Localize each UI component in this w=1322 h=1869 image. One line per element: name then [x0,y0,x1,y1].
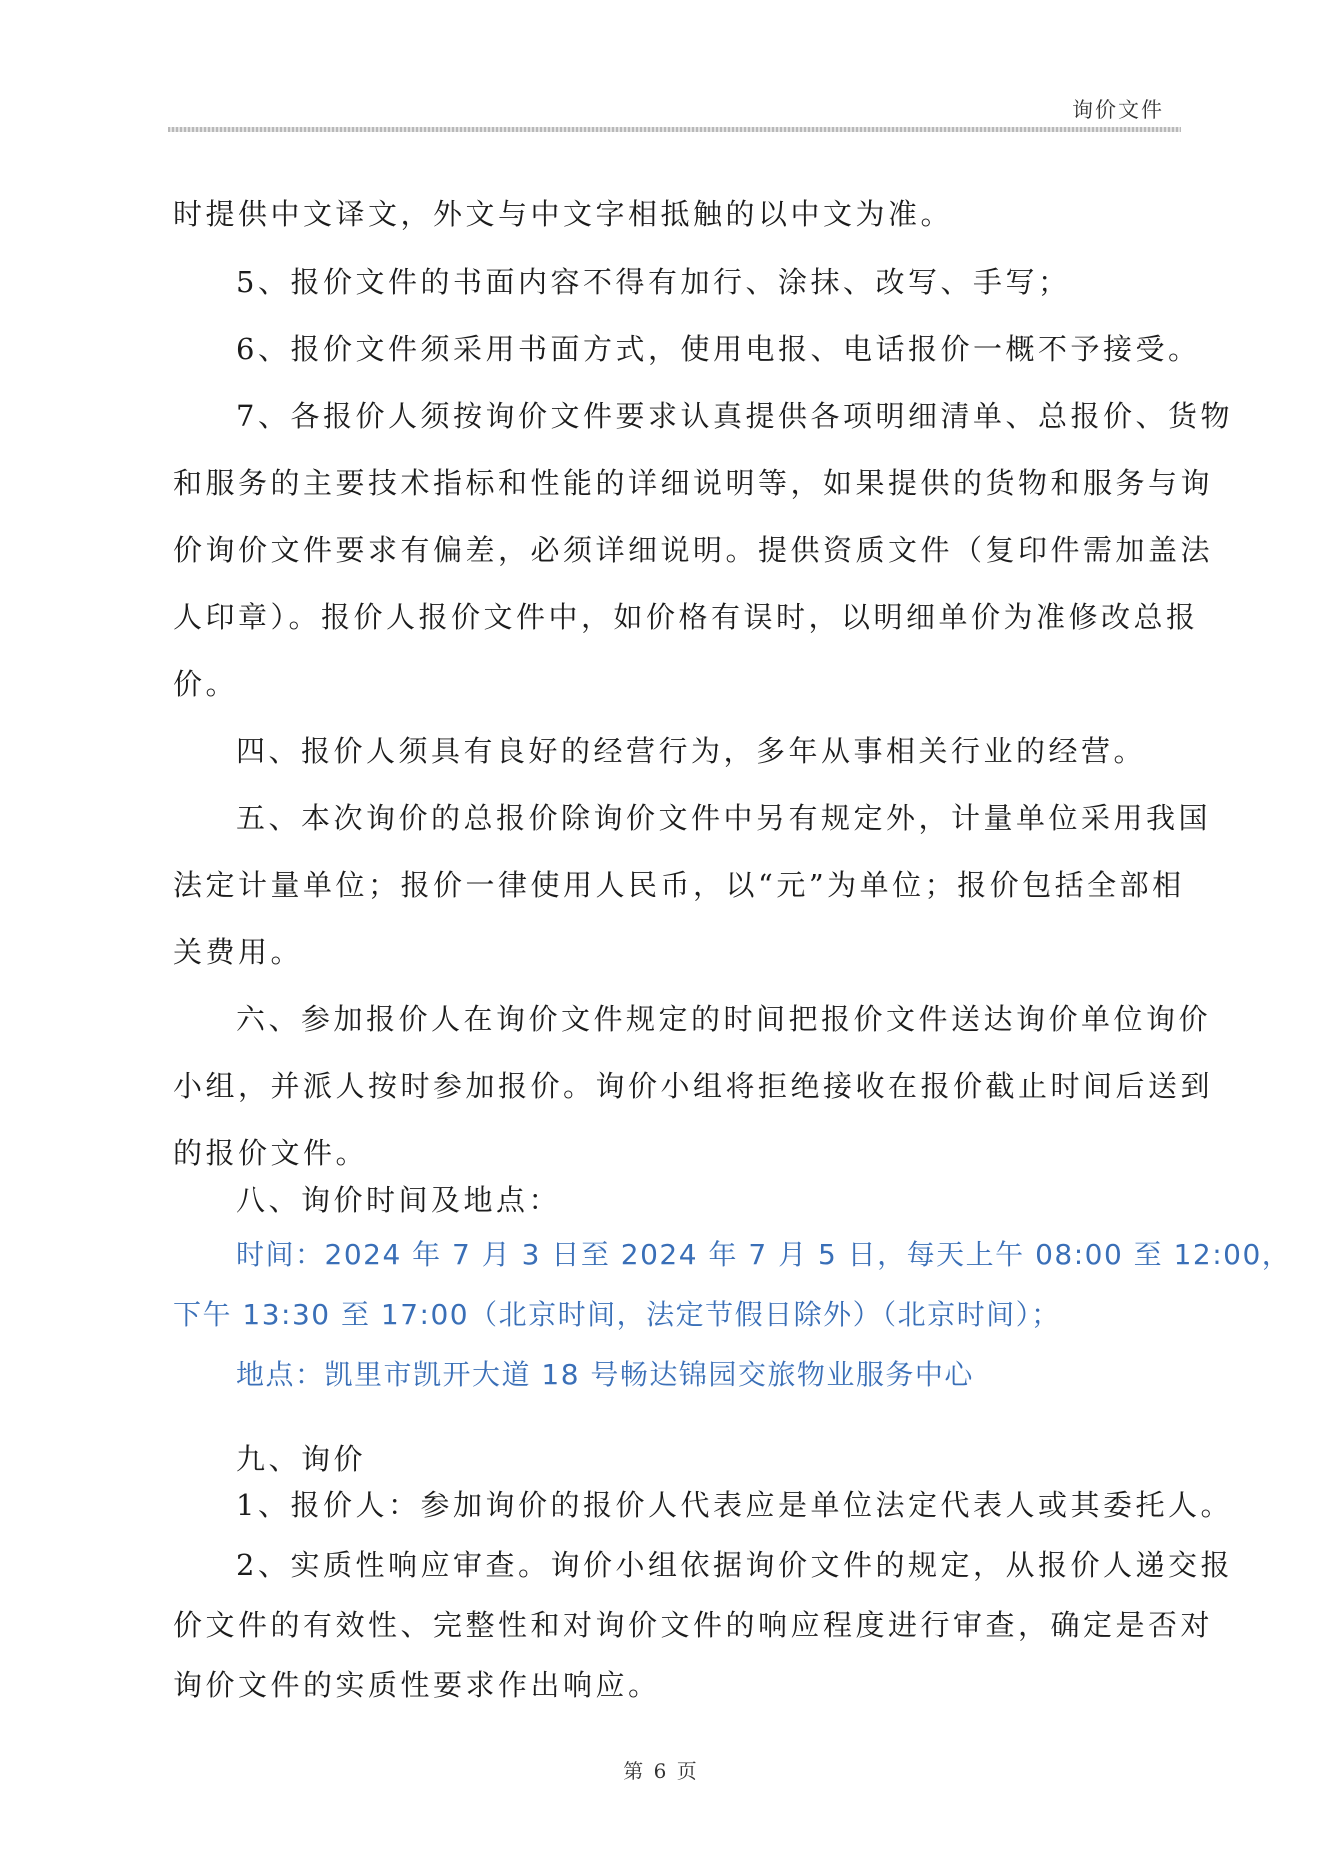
text-line: 询价文件的实质性要求作出响应。 [173,1668,661,1702]
text-line: 四、报价人须具有良好的经营行为，多年从事相关行业的经营。 [236,734,1147,768]
section-heading: 九、询价 [236,1442,367,1476]
text-line: 7、各报价人须按询价文件要求认真提供各项明细清单、总报价、货物 [236,399,1233,433]
text-line: 5、报价文件的书面内容不得有加行、涂抹、改写、手写； [236,265,1071,299]
section-heading: 八、询价时间及地点： [236,1183,562,1217]
text-line: 人印章）。报价人报价文件中，如价格有误时，以明细单价为准修改总报 [173,600,1199,634]
text-line: 价文件的有效性、完整性和对询价文件的响应程度进行审查，确定是否对 [173,1608,1214,1642]
location-info: 地点：凯里市凯开大道 18 号畅达锦园交旅物业服务中心 [236,1358,974,1391]
text-line: 价。 [173,667,239,701]
text-line: 法定计量单位；报价一律使用人民币，以“元”为单位；报价包括全部相 [173,868,1185,902]
text-line: 1、报价人：参加询价的报价人代表应是单位法定代表人或其委托人。 [236,1488,1233,1522]
time-info: 时间：2024 年 7 月 3 日至 2024 年 7 月 5 日，每天上午 08:00 至 12:00， [236,1238,1292,1271]
text-line: 和服务的主要技术指标和性能的详细说明等，如果提供的货物和服务与询 [173,466,1214,500]
text-line: 6、报价文件须采用书面方式，使用电报、电话报价一概不予接受。 [236,332,1201,366]
header-label: 询价文件 [1072,98,1164,122]
text-line: 2、实质性响应审查。询价小组依据询价文件的规定，从报价人递交报 [236,1548,1233,1582]
text-line: 六、参加报价人在询价文件规定的时间把报价文件送达询价单位询价 [236,1002,1212,1036]
text-line: 时提供中文译文，外文与中文字相抵触的以中文为准。 [173,197,954,231]
text-line: 五、本次询价的总报价除询价文件中另有规定外，计量单位采用我国 [236,801,1212,835]
text-line: 价询价文件要求有偏差，必须详细说明。提供资质文件（复印件需加盖法 [173,533,1214,567]
text-line: 关费用。 [173,935,304,969]
header-rule [168,127,1181,132]
text-line: 的报价文件。 [173,1136,369,1170]
text-line: 小组，并派人按时参加报价。询价小组将拒绝接收在报价截止时间后送到 [173,1069,1214,1103]
time-info-continued: 下午 13:30 至 17:00（北京时间，法定节假日除外）（北京时间）； [173,1298,1061,1331]
page-number: 第 6 页 [623,1759,699,1783]
